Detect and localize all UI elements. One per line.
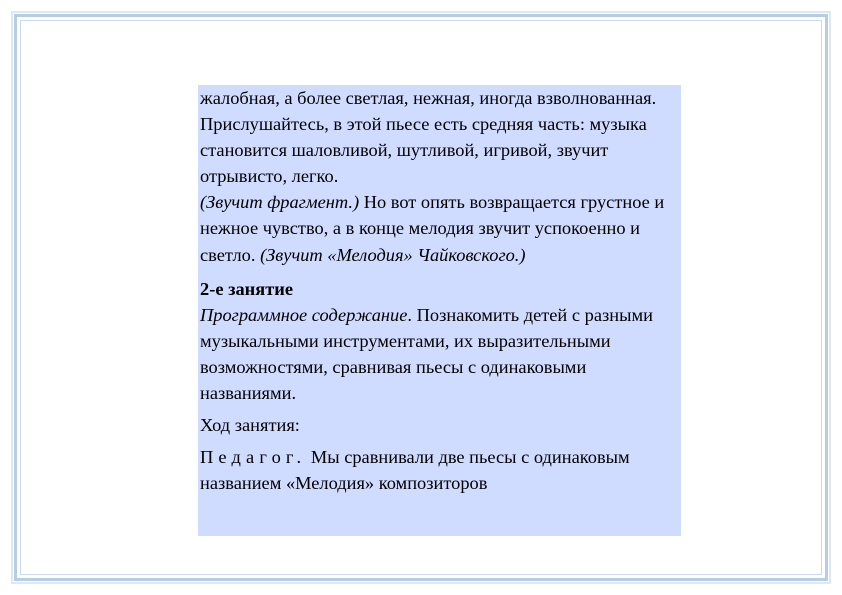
- paragraph-1-italic-b: (Звучит «Мелодия» Чайковского.): [260, 244, 526, 265]
- paragraph-1-text-b: Но вот опять возвращается грустное и нежное чувство, а в конце мелодия звучит успокоенно и светло.: [200, 192, 665, 265]
- paragraph-2-italic-label: Программное содержание: [200, 304, 408, 325]
- section-heading: 2-е занятие: [200, 278, 294, 299]
- paragraph-4: [200, 444, 677, 496]
- paragraph-1-italic-a: (Звучит фрагмент.): [200, 192, 360, 213]
- paragraph-4-text: Мы сравнивали две пьесы с одинаковым названием «Мелодия» композиторов: [200, 447, 630, 494]
- paragraph-1-text-a: жалобная, а более светлая, нежная, иногда взволнованная. Прислушайтесь, в этой пьесе есть средняя часть: музыка становится шаловливой, шутливой, игривой, звучит отрывисто, легко.: [200, 88, 657, 187]
- paragraph-4-speaker: Педагог.: [200, 447, 307, 468]
- paragraph-3: Ход занятия:: [200, 415, 300, 436]
- paragraph-2: [200, 302, 677, 406]
- paragraph-2-text: . Познакомить детей с разными музыкальными инструментами, их выразительными возможностями, сравнивая пьесы с одинаковыми названиями.: [200, 304, 653, 404]
- paragraph-1: [200, 85, 677, 268]
- document-text-block: [198, 85, 681, 536]
